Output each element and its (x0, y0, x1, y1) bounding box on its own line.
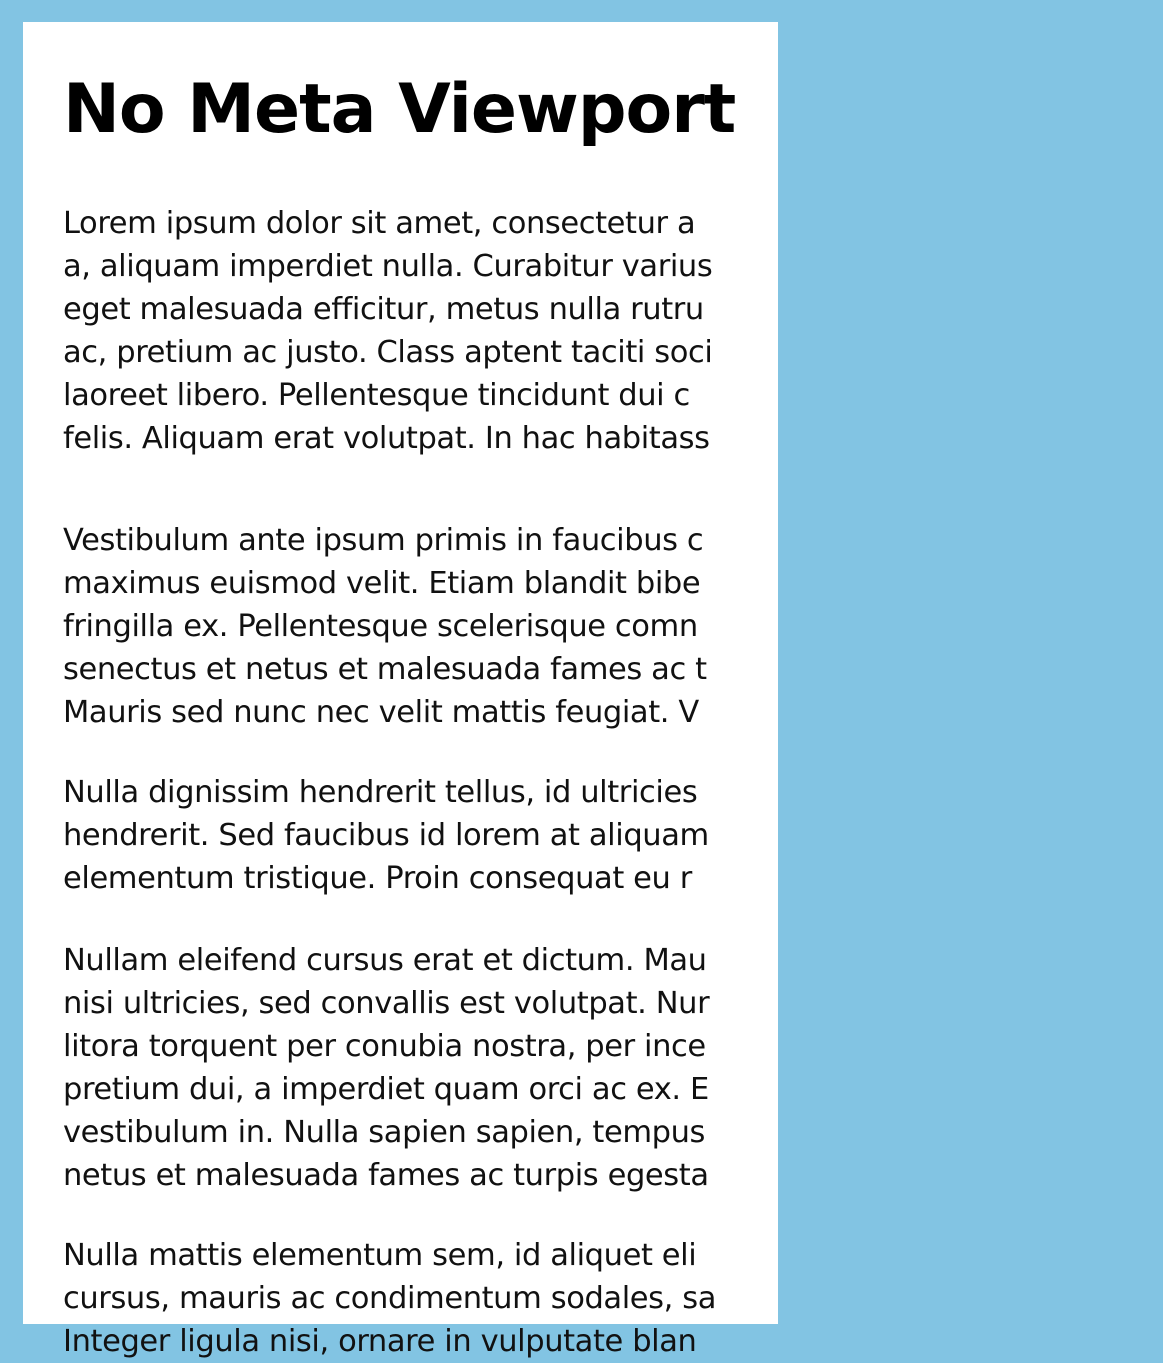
paragraph-3 (63, 771, 709, 900)
paragraph-2 (63, 519, 707, 734)
page-body[interactable] (23, 22, 778, 1359)
text-line: felis. Aliquam erat volutpat. In hac habitass (63, 421, 710, 456)
text-line: maximus euismod velit. Etiam blandit bibe (63, 566, 701, 601)
text-line: fringilla ex. Pellentesque scelerisque comn (63, 609, 698, 644)
text-line: a, aliquam imperdiet nulla. Curabitur varius (63, 249, 713, 284)
text-line: Mauris sed nunc nec velit mattis feugiat. V (63, 695, 699, 730)
text-line: hendrerit. Sed faucibus id lorem at aliquam (63, 818, 709, 853)
text-line: elementum tristique. Proin consequat eu r (63, 861, 692, 896)
text-line: Lorem ipsum dolor sit amet, consectetur a (63, 206, 696, 241)
text-line: Nulla mattis elementum sem, id aliquet eli (63, 1238, 697, 1273)
text-line: Integer ligula nisi, ornare in vulputate blan (63, 1324, 697, 1359)
page-content (63, 22, 1163, 1359)
text-line: Vestibulum ante ipsum primis in faucibus c (63, 523, 704, 558)
paragraph-1 (63, 202, 712, 460)
page-title: No Meta Viewport (63, 70, 736, 149)
text-line: netus et malesuada fames ac turpis egesta (63, 1158, 709, 1193)
text-line: ac, pretium ac justo. Class aptent taciti soci (63, 335, 713, 370)
text-line: nisi ultricies, sed convallis est volutpat. Nur (63, 986, 710, 1021)
text-line: senectus et netus et malesuada fames ac t (63, 652, 707, 687)
text-line: laoreet libero. Pellentesque tincidunt dui c (63, 378, 690, 413)
text-line: cursus, mauris ac condimentum sodales, sa (63, 1281, 717, 1316)
paragraph-4 (63, 939, 709, 1197)
text-line: Nullam eleifend cursus erat et dictum. Mau (63, 943, 707, 978)
text-line: pretium dui, a imperdiet quam orci ac ex. E (63, 1072, 709, 1107)
text-line: vestibulum in. Nulla sapien sapien, tempus (63, 1115, 706, 1150)
text-line: eget malesuada efficitur, metus nulla rutru (63, 292, 704, 327)
text-line: Nulla dignissim hendrerit tellus, id ultricies (63, 775, 698, 810)
text-line: litora torquent per conubia nostra, per ince (63, 1029, 706, 1064)
paragraph-5 (63, 1234, 716, 1363)
